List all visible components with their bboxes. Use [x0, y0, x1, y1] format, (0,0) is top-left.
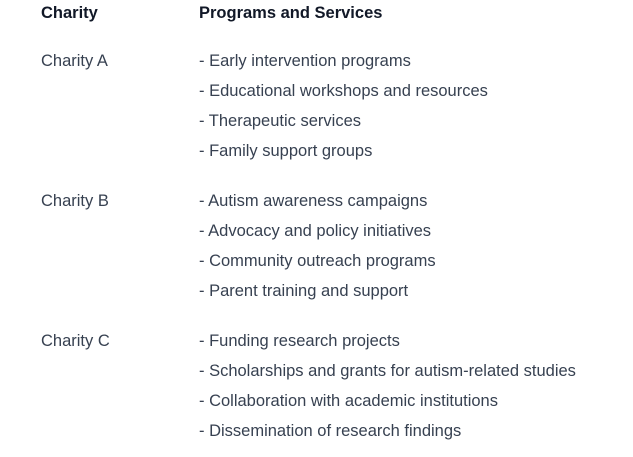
service-item: - Autism awareness campaigns: [199, 192, 428, 210]
charity-name: Charity C: [41, 332, 110, 350]
charity-cell: [33, 186, 191, 306]
service-item: - Parent training and support: [199, 282, 409, 300]
table-header-row: [33, 0, 584, 26]
service-item: - Advocacy and policy initiatives: [199, 222, 432, 240]
spacer-row: [33, 306, 584, 326]
service-item: - Family support groups: [199, 142, 373, 160]
service-item: - Community outreach programs: [199, 252, 436, 270]
charity-name: Charity B: [41, 192, 109, 210]
charity-name: Charity A: [41, 52, 108, 70]
charity-cell: [33, 326, 191, 446]
services-cell: [191, 46, 584, 166]
service-item: - Therapeutic services: [199, 112, 362, 130]
spacer-row: [33, 26, 584, 46]
service-item: - Dissemination of research findings: [199, 422, 462, 440]
service-item: - Funding research projects: [199, 332, 400, 350]
service-item: - Scholarships and grants for autism-related studies: [199, 362, 576, 380]
charity-cell: [33, 46, 191, 166]
table-row: [33, 46, 584, 166]
header-programs: Programs and Services: [199, 3, 383, 22]
header-charity: Charity: [41, 3, 98, 22]
spacer-row: [33, 166, 584, 186]
services-cell: [191, 326, 584, 446]
service-item: - Early intervention programs: [199, 52, 411, 70]
services-cell: [191, 186, 584, 306]
table-row: [33, 326, 584, 446]
service-item: - Collaboration with academic institutions: [199, 392, 498, 410]
table-row: [33, 186, 584, 306]
charity-programs-table: [33, 0, 584, 446]
service-item: - Educational workshops and resources: [199, 82, 488, 100]
